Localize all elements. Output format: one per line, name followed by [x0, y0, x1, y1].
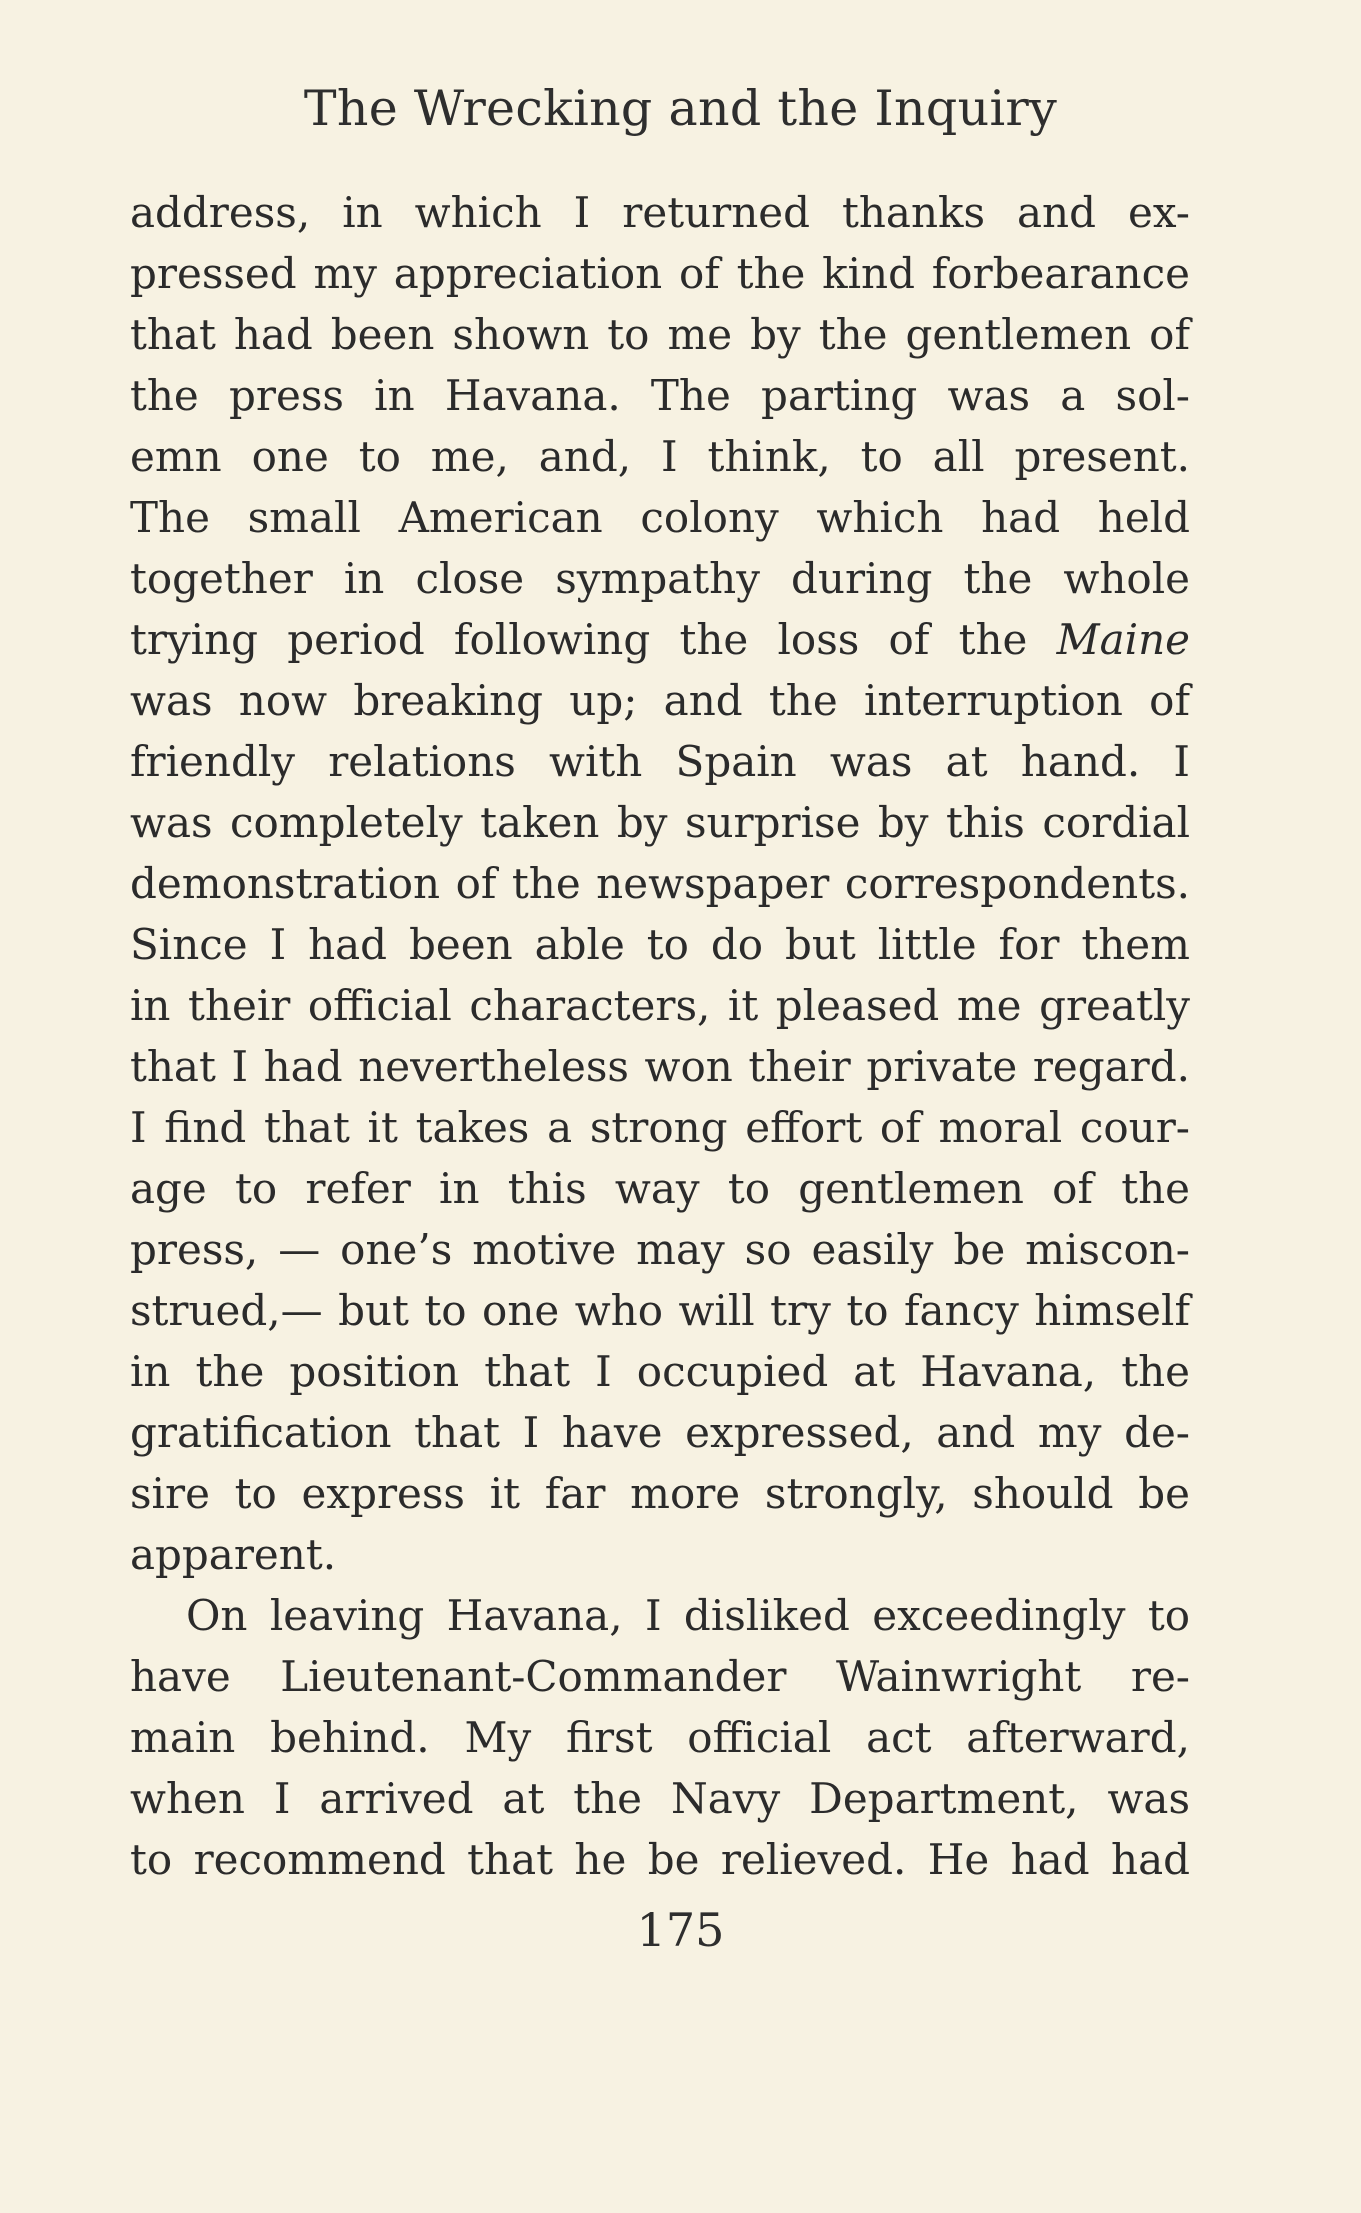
text-line: in the position that I occupied at Havana, the — [130, 1347, 1190, 1396]
text-line: press, — one’s motive may so easily be miscon- — [130, 1225, 1190, 1274]
paragraph-end-line: apparent. — [130, 1530, 337, 1579]
text-line: main behind. My first official act afterward, — [130, 1713, 1190, 1762]
text-line-with-italic — [130, 609, 1190, 670]
text-line: strued,— but to one who will try to fancy himself — [130, 1286, 1190, 1335]
text-line: together in close sympathy during the whole — [130, 554, 1190, 603]
text-line: friendly relations with Spain was at hand. I — [130, 737, 1190, 786]
text-line: was completely taken by surprise by this cordial — [130, 798, 1190, 847]
text-line: that had been shown to me by the gentlemen of — [130, 310, 1190, 359]
text-line: the press in Havana. The parting was a sol- — [130, 371, 1190, 420]
text-line: Since I had been able to do but little for them — [130, 920, 1190, 969]
text-line: to recommend that he be relieved. He had had — [130, 1835, 1190, 1884]
text-line: I find that it takes a strong effort of moral cour- — [130, 1103, 1190, 1152]
text-line: demonstration of the newspaper correspondents. — [130, 859, 1190, 908]
text-segment: trying period following the loss of the — [130, 615, 1057, 664]
text-line: have Lieutenant-Commander Wainwright re- — [130, 1652, 1190, 1701]
body-text — [130, 182, 1190, 1890]
text-line: when I arrived at the Navy Department, was — [130, 1774, 1190, 1823]
text-line: in their official characters, it pleased me greatly — [130, 981, 1190, 1030]
ship-name-italic: Maine — [1056, 615, 1190, 664]
text-line: sire to express it far more strongly, should be — [130, 1469, 1190, 1518]
text-line: address, in which I returned thanks and ex- — [130, 188, 1190, 237]
text-line: that I had nevertheless won their private regard. — [130, 1042, 1190, 1091]
text-line: The small American colony which had held — [130, 493, 1190, 542]
text-line: age to refer in this way to gentlemen of the — [130, 1164, 1190, 1213]
paragraph-start-line: On leaving Havana, I disliked exceedingly to — [186, 1591, 1190, 1640]
running-head: The Wrecking and the Inquiry — [303, 80, 1058, 137]
text-line: pressed my appreciation of the kind forbearance — [130, 249, 1190, 298]
text-line: emn one to me, and, I think, to all present. — [130, 432, 1190, 481]
text-line: was now breaking up; and the interruption of — [130, 676, 1190, 725]
text-line: gratification that I have expressed, and my de- — [130, 1408, 1190, 1457]
page-number: 175 — [636, 1903, 725, 1957]
